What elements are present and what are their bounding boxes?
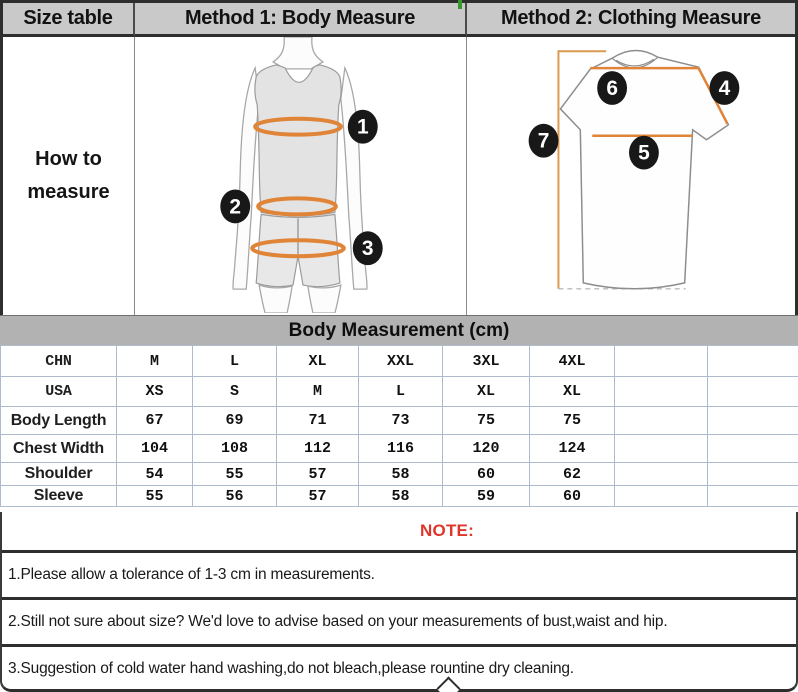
note-title: NOTE: bbox=[2, 512, 796, 553]
tshirt-illustration bbox=[467, 37, 795, 313]
size-table bbox=[0, 345, 798, 507]
cell: 57 bbox=[277, 463, 359, 486]
cell: XL bbox=[443, 377, 530, 407]
marker-3-label: 3 bbox=[361, 237, 374, 261]
cell: 54 bbox=[117, 463, 193, 486]
row-label-body-length: Body Length bbox=[1, 407, 117, 435]
cell: 120 bbox=[443, 435, 530, 463]
cell: 69 bbox=[193, 407, 277, 435]
cell: 60 bbox=[530, 486, 615, 507]
cell: M bbox=[117, 346, 193, 377]
empty-cell bbox=[708, 346, 798, 377]
cell: 60 bbox=[443, 463, 530, 486]
row-label-usa: USA bbox=[1, 377, 117, 407]
cell: 4XL bbox=[530, 346, 615, 377]
green-tick-artifact bbox=[458, 0, 462, 9]
note-item-2: 2.Still not sure about size? We'd love to advise based on your measurements of bust,waist and hip. bbox=[2, 600, 796, 647]
method1-title: Method 1: Body Measure bbox=[184, 7, 416, 29]
cell: XS bbox=[117, 377, 193, 407]
cell: XL bbox=[530, 377, 615, 407]
cell: 75 bbox=[530, 407, 615, 435]
cell: XL bbox=[277, 346, 359, 377]
cell: M bbox=[277, 377, 359, 407]
empty-cell bbox=[708, 463, 798, 486]
notes-section bbox=[0, 512, 798, 692]
empty-cell bbox=[615, 407, 708, 435]
row-label-chn: CHN bbox=[1, 346, 117, 377]
table-row bbox=[1, 435, 798, 463]
body-figure-illustration bbox=[135, 37, 467, 313]
table-row bbox=[1, 407, 798, 435]
cell: XXL bbox=[359, 346, 443, 377]
table-row bbox=[1, 486, 798, 507]
header-cell-method1 bbox=[135, 3, 467, 37]
empty-cell bbox=[615, 486, 708, 507]
empty-cell bbox=[615, 346, 708, 377]
note-item-1: 1.Please allow a tolerance of 1-3 cm in measurements. bbox=[2, 553, 796, 600]
table-row bbox=[1, 463, 798, 486]
row-label-chest-width: Chest Width bbox=[1, 435, 117, 463]
cell: 58 bbox=[359, 463, 443, 486]
cell: 104 bbox=[117, 435, 193, 463]
cell: 67 bbox=[117, 407, 193, 435]
cell: 116 bbox=[359, 435, 443, 463]
empty-cell bbox=[615, 435, 708, 463]
row-label-shoulder: Shoulder bbox=[1, 463, 117, 486]
empty-cell bbox=[708, 486, 798, 507]
cell: 124 bbox=[530, 435, 615, 463]
empty-cell bbox=[708, 377, 798, 407]
cell: 58 bbox=[359, 486, 443, 507]
cell: L bbox=[359, 377, 443, 407]
top-section bbox=[0, 0, 798, 315]
empty-cell bbox=[615, 377, 708, 407]
header-cell-size-table bbox=[3, 3, 135, 37]
cell: 112 bbox=[277, 435, 359, 463]
cell: 75 bbox=[443, 407, 530, 435]
marker-1-label: 1 bbox=[356, 115, 369, 139]
cell: 3XL bbox=[443, 346, 530, 377]
marker-5-label: 5 bbox=[638, 141, 650, 165]
cell: S bbox=[193, 377, 277, 407]
clothing-measure-cell bbox=[467, 37, 795, 315]
cell: 57 bbox=[277, 486, 359, 507]
empty-cell bbox=[615, 463, 708, 486]
cell: 71 bbox=[277, 407, 359, 435]
body-measurement-banner bbox=[0, 315, 798, 345]
method2-title: Method 2: Clothing Measure bbox=[501, 7, 761, 29]
how-to-measure-cell bbox=[3, 37, 135, 315]
note-item-3: 3.Suggestion of cold water hand washing,do not bleach,please rountine dry cleaning. bbox=[8, 659, 574, 677]
cell: 55 bbox=[193, 463, 277, 486]
cell: 56 bbox=[193, 486, 277, 507]
marker-7-label: 7 bbox=[537, 129, 550, 153]
row-label-sleeve: Sleeve bbox=[1, 486, 117, 507]
empty-cell bbox=[708, 435, 798, 463]
how-to-measure-line1: How to bbox=[35, 148, 102, 170]
cell: 55 bbox=[117, 486, 193, 507]
cell: L bbox=[193, 346, 277, 377]
cell: 62 bbox=[530, 463, 615, 486]
cell: 59 bbox=[443, 486, 530, 507]
table-row bbox=[1, 377, 798, 407]
how-to-measure-line2: measure bbox=[27, 181, 110, 203]
marker-4-label: 4 bbox=[718, 76, 731, 100]
size-table-title: Size table bbox=[23, 7, 113, 29]
banner-title: Body Measurement (cm) bbox=[288, 319, 510, 341]
cell: 73 bbox=[359, 407, 443, 435]
empty-cell bbox=[708, 407, 798, 435]
table-row bbox=[1, 346, 798, 377]
cell: 108 bbox=[193, 435, 277, 463]
marker-6-label: 6 bbox=[606, 76, 618, 100]
marker-2-label: 2 bbox=[229, 195, 242, 219]
body-measure-cell bbox=[135, 37, 467, 315]
header-cell-method2 bbox=[467, 3, 795, 37]
